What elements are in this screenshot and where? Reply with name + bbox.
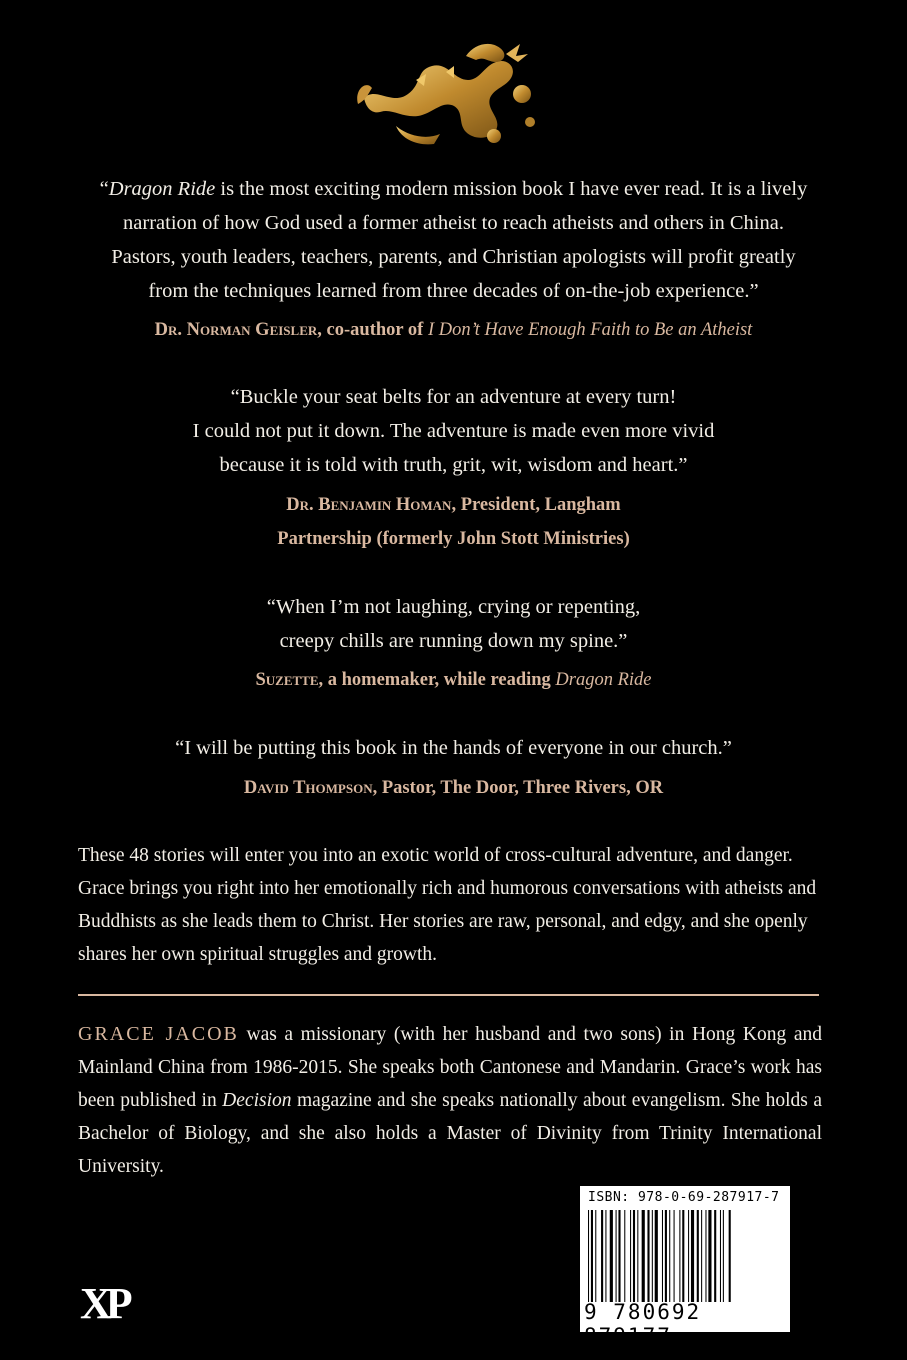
golden-dragon-icon <box>356 36 552 150</box>
barcode-bar <box>588 1210 589 1302</box>
quote-geisler <box>60 172 847 308</box>
barcode-bar <box>682 1210 684 1302</box>
quote-line: “When I’m not laughing, crying or repenting, <box>266 596 641 618</box>
barcode-bar <box>601 1210 603 1302</box>
barcode-digits: 9 780692 879177 <box>584 1300 702 1348</box>
quote-thompson <box>60 731 847 765</box>
quote-line: I could not put it down. The adventure is made even more vivid <box>192 420 715 442</box>
quote-line: because it is told with truth, grit, wit, wisdom and heart.” <box>219 454 688 476</box>
book-description: These 48 stories will enter you into an exotic world of cross-cultural adventure, and danger. Grace brings you right into her emotionally rich and humorous conversations with atheists and Buddhists as she leads them to Christ. Her stories are raw, personal, and edgy, and she openly shares her own spiritual struggles and growth. <box>78 845 817 965</box>
barcode-bar <box>605 1210 606 1302</box>
xp-publisher-logo: XP <box>80 1279 127 1328</box>
quote-line: Pastors, youth leaders, teachers, parents, and Christian apologists will profit greatly <box>111 246 796 268</box>
quote-line: creepy chills are running down my spine.” <box>279 630 628 652</box>
isbn-label: ISBN: 978-0-69-287917-7 <box>588 1190 780 1205</box>
quote-line: “Dragon Ride is the most exciting modern mission book I have ever read. It is a lively <box>99 178 808 200</box>
isbn-barcode <box>580 1186 790 1348</box>
barcode-bar <box>705 1210 706 1302</box>
barcode-bar <box>691 1210 694 1302</box>
barcode-bar <box>655 1210 658 1302</box>
barcode-bar <box>701 1210 702 1302</box>
quote-line: narration of how God used a former atheist to reach atheists and others in China. <box>123 212 784 234</box>
barcode-bar <box>652 1210 653 1302</box>
barcode-bar <box>714 1210 716 1302</box>
barcode-bar <box>723 1210 724 1302</box>
barcode-bar <box>688 1210 689 1302</box>
barcode-bar <box>642 1210 645 1302</box>
barcode-bar <box>662 1210 663 1302</box>
author-bio: GRACE JACOB was a missionary (with her husband and two sons) in Hong Kong and Mainland China from 1986-2015. She speaks both Cantonese and Mandarin. Grace’s work has been published in Decision magazine and she speaks nationally about evangelism. She holds a Bachelor of Biology, and she also holds a Master of Divinity from Trinity International University. <box>78 1023 822 1177</box>
attribution-suzette: Suzette, a homemaker, while reading Dragon Ride <box>255 670 652 690</box>
barcode-bar <box>720 1210 721 1302</box>
author-name: GRACE JACOB <box>78 1023 239 1045</box>
barcode-bar <box>630 1210 631 1302</box>
barcode-bar <box>624 1210 625 1302</box>
barcode-bar <box>591 1210 593 1302</box>
barcode-bar <box>618 1210 620 1302</box>
barcode-bar <box>708 1210 711 1302</box>
quote-line: “I will be putting this book in the hands of everyone in our church.” <box>175 737 732 759</box>
barcode-bar <box>697 1210 699 1302</box>
barcode-bar <box>647 1210 649 1302</box>
barcode-bar <box>610 1210 613 1302</box>
barcode-bar <box>595 1210 596 1302</box>
barcode-bar <box>616 1210 617 1302</box>
barcode-bar <box>729 1210 731 1302</box>
barcode-bar <box>679 1210 680 1302</box>
divider <box>78 994 819 996</box>
barcode-bars <box>588 1210 782 1302</box>
barcode-bar <box>674 1210 675 1302</box>
attribution-homan <box>60 488 847 556</box>
quote-homan <box>60 380 847 482</box>
quote-suzette <box>60 590 847 658</box>
barcode-bar <box>637 1210 638 1302</box>
barcode-bar <box>669 1210 670 1302</box>
attribution-line: Partnership (formerly John Stott Ministries) <box>277 529 630 549</box>
attribution-geisler: Dr. Norman Geisler, co-author of I Don’t Have Enough Faith to Be an Atheist <box>154 320 753 340</box>
quote-line: “Buckle your seat belts for an adventure at every turn! <box>230 386 677 408</box>
quote-line: from the techniques learned from three decades of on-the-job experience.” <box>148 280 759 302</box>
barcode-bar <box>665 1210 667 1302</box>
attribution-line: Dr. Benjamin Homan, President, Langham <box>286 495 621 515</box>
attribution-thompson: David Thompson, Pastor, The Door, Three Rivers, OR <box>243 778 664 798</box>
barcode-bar <box>633 1210 635 1302</box>
